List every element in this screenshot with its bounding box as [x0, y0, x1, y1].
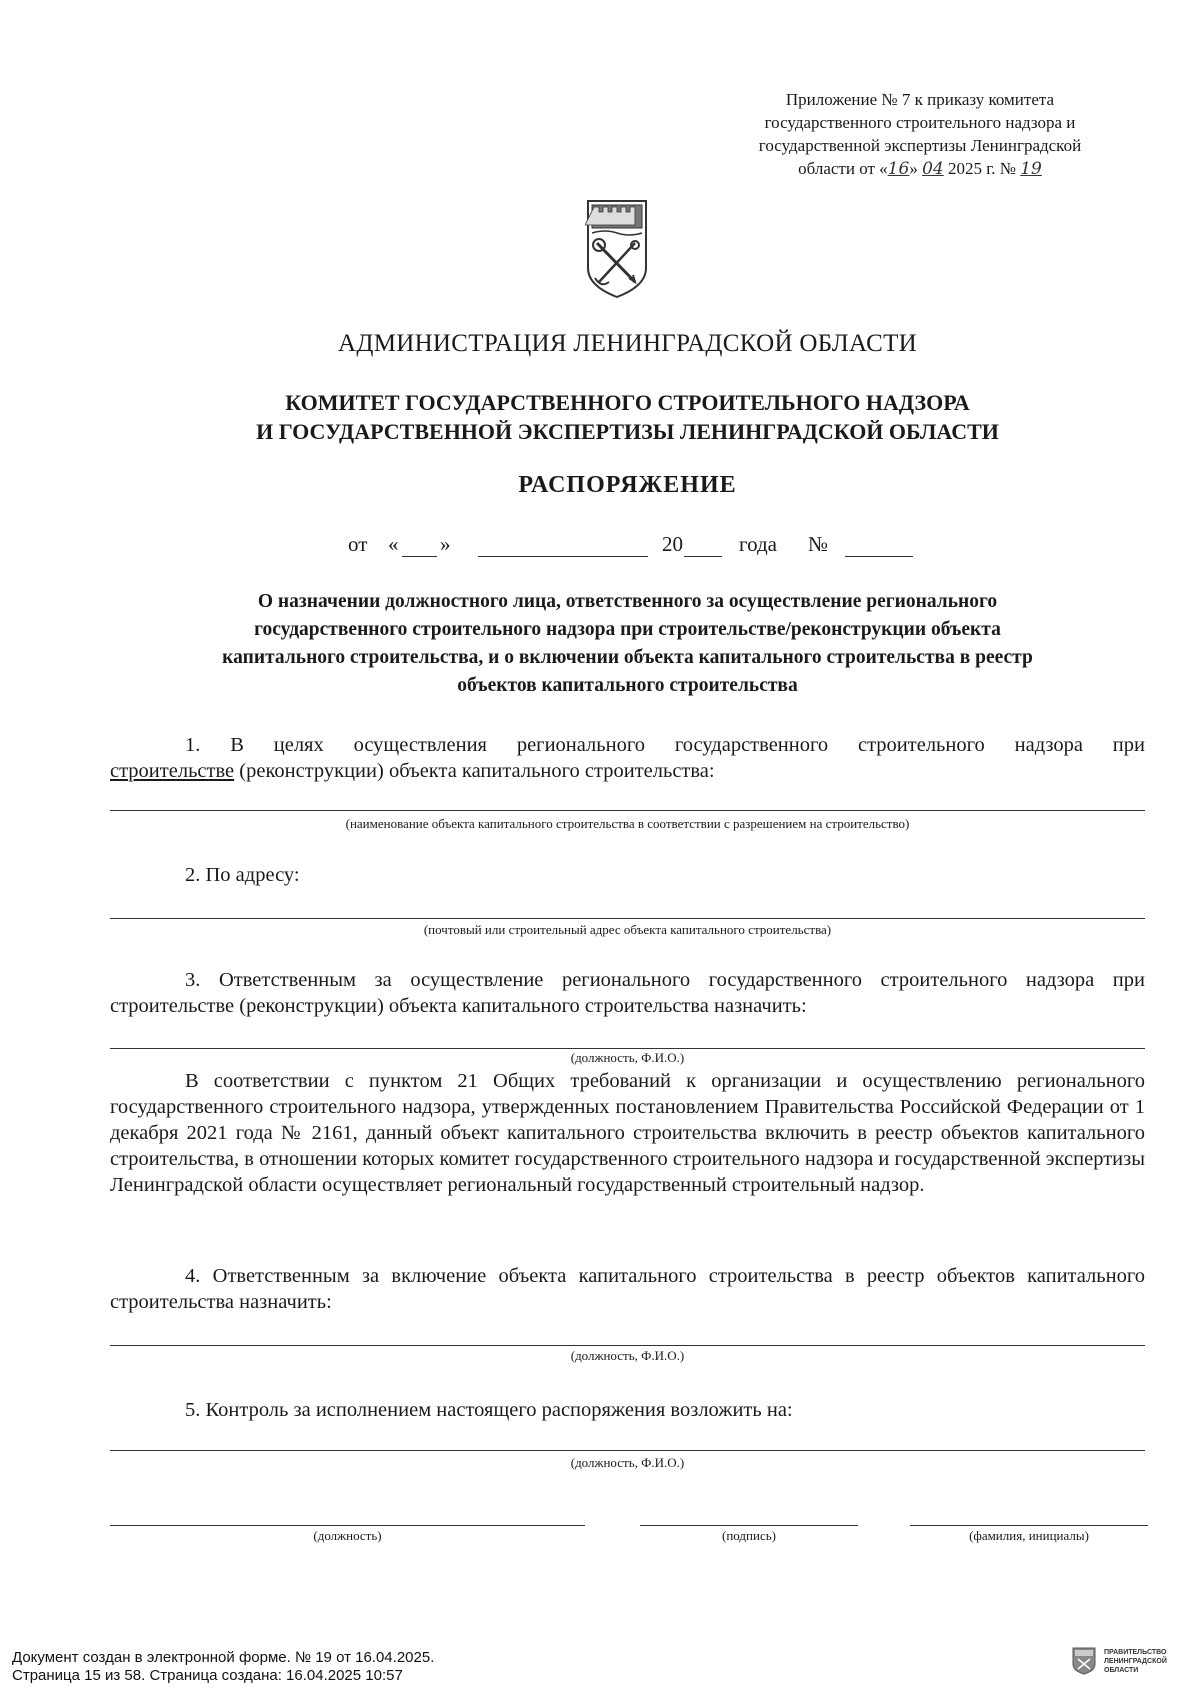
- date-open-quote: «: [388, 532, 399, 556]
- item-1-underlined-word: строительстве: [110, 760, 235, 782]
- decree-date-line: [340, 532, 940, 562]
- address-caption: (почтовый или строительный адрес объекта капитального строительства): [423, 922, 832, 937]
- number-blank: [845, 556, 913, 557]
- registry-responsible-caption: (должность, Ф.И.О.): [570, 1348, 685, 1363]
- item-1: [110, 732, 1145, 784]
- signature-position-caption: (должность): [313, 1528, 382, 1543]
- year-word: года: [739, 532, 777, 556]
- document-type: РАСПОРЯЖЕНИЕ: [518, 472, 737, 498]
- signature-name-caption: (фамилия, инициалы): [969, 1528, 1089, 1543]
- subject-line-4: объектов капитального строительства: [457, 675, 798, 696]
- appendix-day: 16: [887, 159, 910, 179]
- subject-line-2: государственного строительного надзора при строительстве/реконструкции объекта: [254, 619, 1001, 640]
- signature-name-blank: [910, 1525, 1148, 1526]
- footer-organization: [1104, 1648, 1167, 1675]
- year-blank: [684, 556, 722, 557]
- appendix-line-2: государственного строительного надзора и: [764, 113, 1076, 132]
- month-blank: [478, 556, 648, 557]
- address-blank: [110, 918, 1145, 919]
- registry-responsible-blank: [110, 1345, 1145, 1346]
- signature-position-blank: [110, 1525, 585, 1526]
- item-1-continuation: [110, 758, 1145, 784]
- appendix-line-1: Приложение № 7 к приказу комитета: [785, 90, 1055, 109]
- committee-line-2: И ГОСУДАРСТВЕННОЙ ЭКСПЕРТИЗЫ ЛЕНИНГРАДСКОЙ ОБЛАСТИ: [256, 419, 999, 444]
- committee-title: [0, 388, 1200, 446]
- year-prefix: 20: [662, 532, 683, 556]
- signature-sign-caption: (подпись): [722, 1528, 776, 1543]
- stamp-line-2: Страница 15 из 58. Страница создана: 16.04.2025 10:57: [12, 1667, 403, 1684]
- date-from-label: от: [348, 532, 368, 556]
- item-5-text: 5. Контроль за исполнением настоящего распоряжения возложить на:: [185, 1399, 793, 1421]
- coat-of-arms-icon: [585, 198, 649, 300]
- item-3-text: 3. Ответственным за осуществление регионального государственного строительного надзора при строительстве (реконструкции) объекта капитального строительства назначить:: [110, 969, 1145, 1017]
- item-1-rest: (реконструкции) объекта капитального строительства:: [234, 760, 715, 782]
- decree-subject: [110, 588, 1145, 700]
- object-name-blank: [110, 810, 1145, 811]
- appendix-note: [700, 88, 1140, 181]
- item-1-text: 1. В целях осуществления регионального государственного строительного надзора при: [185, 734, 1145, 756]
- subject-line-1: О назначении должностного лица, ответственного за осуществление регионального: [257, 591, 998, 612]
- item-3-legal-basis: В соответствии с пунктом 21 Общих требований к организации и осуществлению регионального государственного строительного надзора, утвержденных постановлением Правительства Российской Федерации от 1 декабря 2021 года № 2161, данный объект капитального строительства включить в реестр объектов капитального строительства, в отношении которых комитет государственного строительного надзора и государственной экспертизы Ленинградской области осуществляет региональный государственный строительный надзор.: [110, 1070, 1145, 1196]
- stamp-line-1: Документ создан в электронной форме. № 19 от 16.04.2025.: [12, 1649, 435, 1666]
- item-4-text: 4. Ответственным за включение объекта капитального строительства в реестр объектов капитального строительства назначить:: [110, 1265, 1145, 1313]
- committee-line-1: КОМИТЕТ ГОСУДАРСТВЕННОГО СТРОИТЕЛЬНОГО НАДЗОРА: [285, 390, 970, 415]
- responsible-blank: [110, 1048, 1145, 1049]
- appendix-date-mid: »: [909, 159, 923, 178]
- footer-org-line-1: ПРАВИТЕЛЬСТВО: [1104, 1649, 1167, 1656]
- item-2-text: 2. По адресу:: [185, 864, 300, 886]
- responsible-caption: (должность, Ф.И.О.): [570, 1050, 685, 1065]
- control-blank: [110, 1450, 1145, 1451]
- electronic-document-stamp: [12, 1649, 434, 1685]
- footer-org-line-3: ОБЛАСТИ: [1104, 1667, 1139, 1674]
- appendix-year: 2025 г. №: [943, 159, 1021, 178]
- government-logo-icon: [1072, 1647, 1096, 1675]
- signature-sign-blank: [640, 1525, 858, 1526]
- administration-title: АДМИНИСТРАЦИЯ ЛЕНИНГРАДСКОЙ ОБЛАСТИ: [337, 330, 918, 357]
- subject-line-3: капитального строительства, и о включении объекта капитального строительства в реестр: [222, 647, 1033, 668]
- number-sign: №: [808, 532, 829, 556]
- appendix-number: 19: [1020, 159, 1042, 179]
- object-name-caption: (наименование объекта капитального строительства в соответствии с разрешением на строительство): [345, 816, 910, 831]
- appendix-date-prefix: области от «: [798, 159, 888, 178]
- date-close-quote: »: [440, 532, 451, 556]
- appendix-line-4: [700, 157, 1140, 181]
- control-caption: (должность, Ф.И.О.): [570, 1455, 685, 1470]
- appendix-line-3: государственной экспертизы Ленинградской: [758, 136, 1082, 155]
- appendix-month: 04: [922, 159, 944, 179]
- day-blank: [402, 556, 437, 557]
- footer-org-line-2: ЛЕНИНГРАДСКОЙ: [1104, 1658, 1167, 1665]
